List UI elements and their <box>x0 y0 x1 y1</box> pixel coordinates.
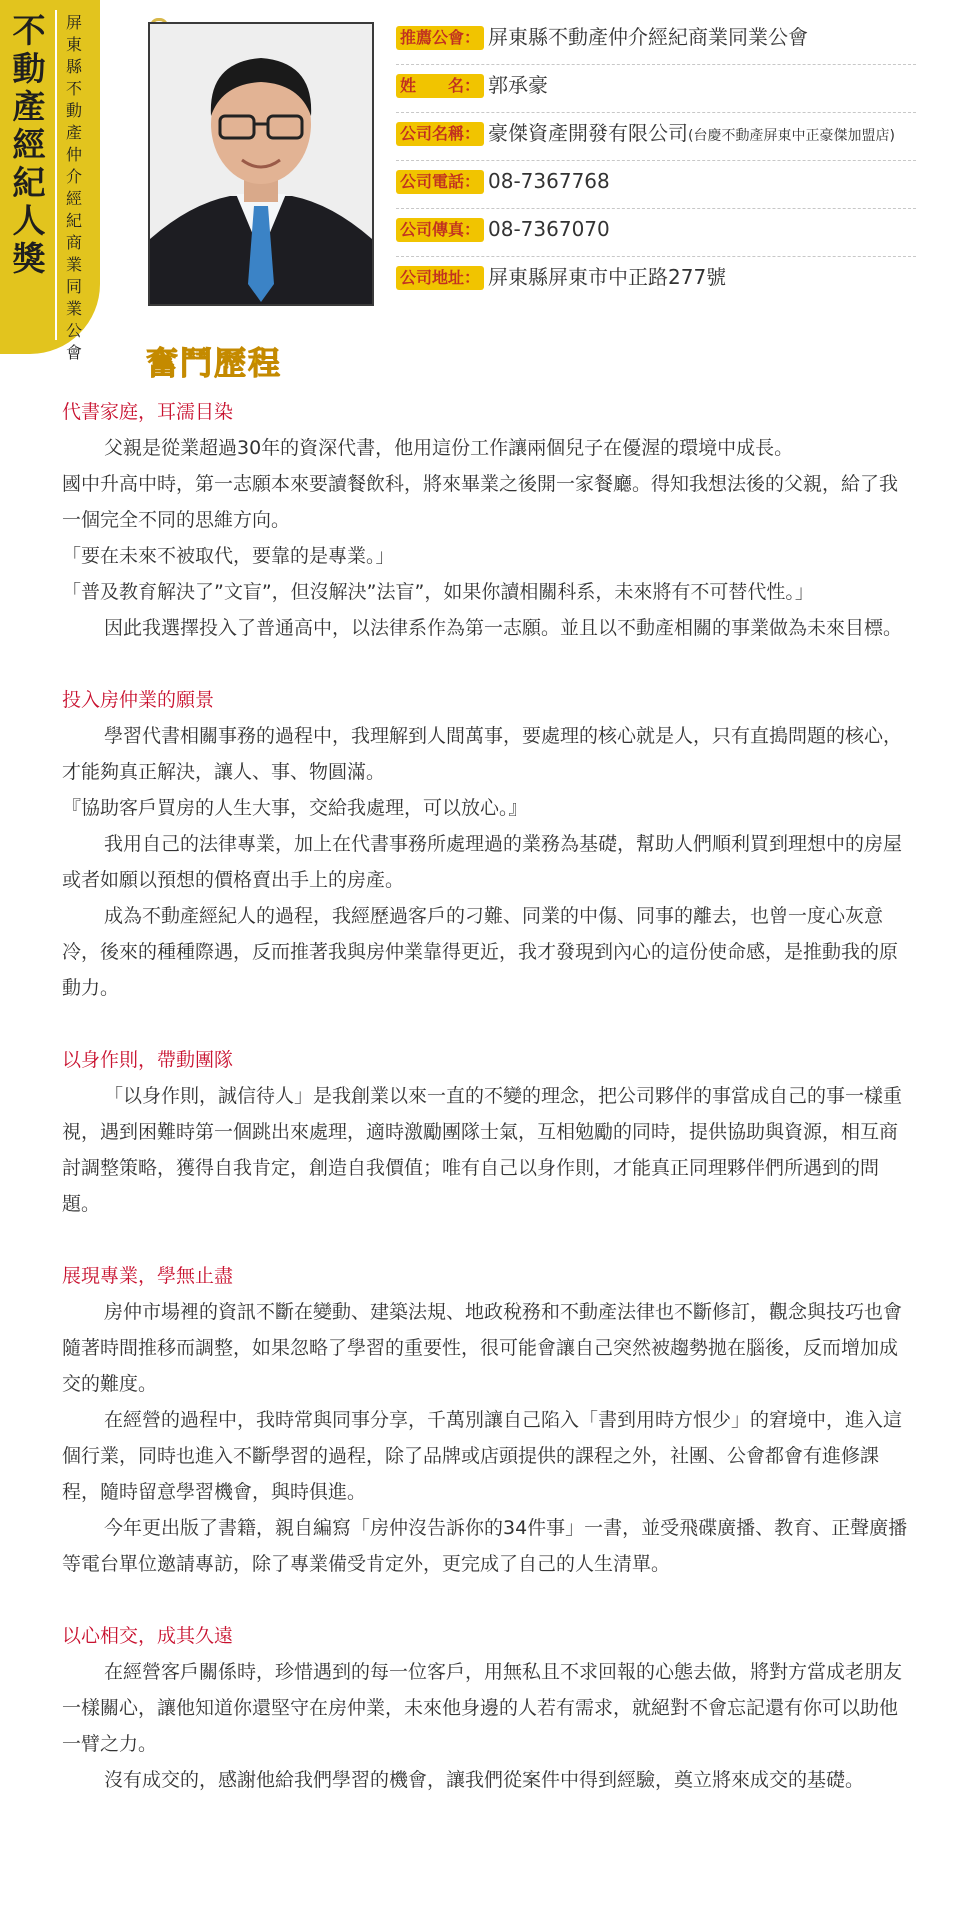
paragraph: 「以身作則，誠信待人」是我創業以來一直的不變的理念，把公司夥伴的事當成自己的事一樣重視，遇到困難時第一個跳出來處理，適時激勵團隊士氣，互相勉勵的同時，提供協助與資源，相互商討調整策略，獲得自我肯定，創造自我價值；唯有自己以身作則，才能真正同理夥伴們所遇到的問題。 <box>62 1085 903 1215</box>
info-value-address: 屏東縣屏東市中正路277號 <box>488 265 727 289</box>
paragraph: 房仲市場裡的資訊不斷在變動、建築法規、地政稅務和不動產法律也不斷修訂，觀念與技巧也會隨著時間推移而調整，如果忽略了學習的重要性，很可能會讓自己突然被趨勢拋在腦後，反而增加成交的難度。 <box>62 1301 903 1395</box>
paragraph: 成為不動產經紀人的過程，我經歷過客戶的刁難、同業的中傷、同事的離去，也曾一度心灰意冷，後來的種種際遇，反而推著我與房仲業靠得更近，我才發現到內心的這份使命感，是推動我的原動力。 <box>62 905 899 999</box>
info-value-fax: 08-7367070 <box>488 217 610 241</box>
info-value-name: 郭承豪 <box>488 73 548 97</box>
paragraph: 在經營的過程中，我時常與同事分享，千萬別讓自己陷入「書到用時方恨少」的窘境中，進入這個行業，同時也進入不斷學習的過程，除了品牌或店頭提供的課程之外，社團、公會都會有進修課程，隨時留意學習機會，與時俱進。 <box>62 1409 903 1503</box>
company-name: 豪傑資產開發有限公司 <box>488 121 688 145</box>
story-heading: 奮鬥歷程 <box>146 344 283 382</box>
info-value-association: 屏東縣不動產仲介經紀商業同業公會 <box>488 25 808 49</box>
info-row-fax <box>396 212 916 257</box>
paragraph: 父親是從業超過30年的資深代書，他用這份工作讓兩個兒子在優渥的環境中成長。 <box>104 437 794 459</box>
info-label-association: 推薦公會： <box>396 26 484 50</box>
info-row-phone <box>396 164 916 209</box>
award-association: 屏東縣不動產仲介經紀商業同業公會 <box>65 13 82 362</box>
paragraph: 學習代書相關事務的過程中，我理解到人間萬事，要處理的核心就是人，只有直搗問題的核心，才能夠真正解決，讓人、事、物圓滿。 <box>62 725 903 783</box>
banner-divider <box>55 10 57 340</box>
award-title: 不動產經紀人獎 <box>12 11 46 278</box>
quote: 「普及教育解決了”文盲”，但沒解決”法盲”，如果你讀相關科系，未來將有不可替代性。」 <box>62 581 814 603</box>
info-label-name: 姓 名： <box>396 74 484 98</box>
section-title: 展現專業，學無止盡 <box>62 1265 234 1287</box>
info-label-address: 公司地址： <box>396 266 484 290</box>
profile-photo <box>148 22 374 306</box>
info-value-company <box>488 120 895 149</box>
story-content <box>62 394 910 1798</box>
info-row-address <box>396 260 916 304</box>
info-row-company <box>396 116 916 161</box>
info-row-name <box>396 68 916 113</box>
company-branch-note: (台慶不動產屏東中正豪傑加盟店) <box>688 128 895 144</box>
section-title: 以心相交，成其久遠 <box>62 1625 234 1647</box>
section-gap <box>62 1006 910 1042</box>
section-title: 以身作則，帶動團隊 <box>62 1049 234 1071</box>
info-label-phone: 公司電話： <box>396 170 484 194</box>
paragraph: 國中升高中時，第一志願本來要讀餐飲科，將來畢業之後開一家餐廳。得知我想法後的父親，給了我一個完全不同的思維方向。 <box>62 473 899 531</box>
info-label-fax: 公司傳真： <box>396 218 484 242</box>
section-gap <box>62 1222 910 1258</box>
section-gap <box>62 646 910 682</box>
paragraph: 在經營客戶關係時，珍惜遇到的每一位客戶，用無私且不求回報的心態去做，將對方當成老朋友一樣關心，讓他知道你還堅守在房仲業，未來他身邊的人若有需求，就絕對不會忘記還有你可以助他一臂之力。 <box>62 1661 903 1755</box>
paragraph: 我用自己的法律專業，加上在代書事務所處理過的業務為基礎，幫助人們順利買到理想中的房屋或者如願以預想的價格賣出手上的房產。 <box>62 833 903 891</box>
section-title: 代書家庭，耳濡目染 <box>62 401 234 423</box>
paragraph: 因此我選擇投入了普通高中，以法律系作為第一志願。並且以不動產相關的事業做為未來目標。 <box>104 617 903 639</box>
quote: 「要在未來不被取代，要靠的是專業。」 <box>62 545 395 567</box>
paragraph: 今年更出版了書籍，親自編寫「房仲沒告訴你的34件事」一書，並受飛碟廣播、教育、正聲廣播等電台單位邀請專訪，除了專業備受肯定外，更完成了自己的人生清單。 <box>62 1517 908 1575</box>
quote: 『協助客戶買房的人生大事，交給我處理，可以放心。』 <box>62 797 528 819</box>
section-gap <box>62 1582 910 1618</box>
info-row-association <box>396 20 916 65</box>
info-value-phone: 08-7367768 <box>488 169 610 193</box>
section-title: 投入房仲業的願景 <box>62 689 215 711</box>
portrait-illustration <box>150 24 372 304</box>
info-label-company: 公司名稱： <box>396 122 484 146</box>
award-banner <box>0 0 100 362</box>
paragraph: 沒有成交的，感謝他給我們學習的機會，讓我們從案件中得到經驗，奠立將來成交的基礎。 <box>104 1769 865 1791</box>
